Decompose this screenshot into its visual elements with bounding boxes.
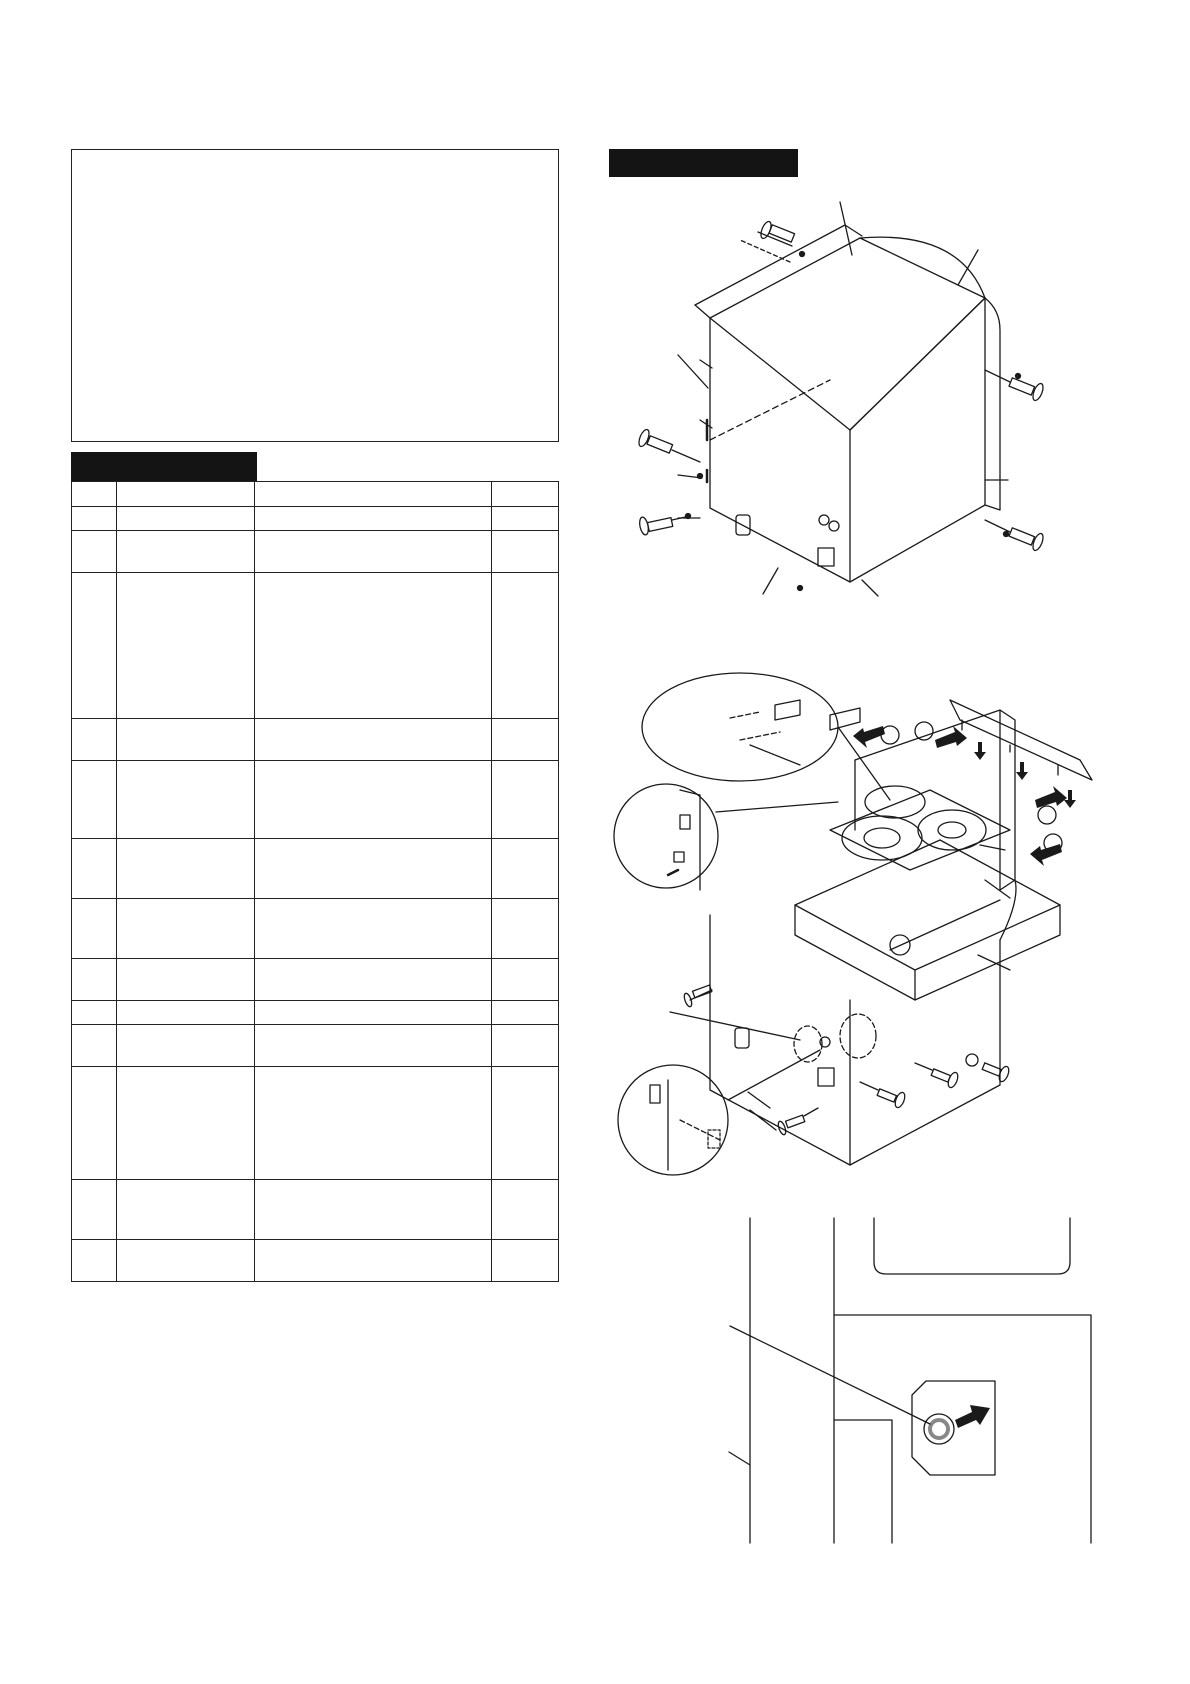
step-marker-icon [881,726,899,744]
step-marker-icon [915,722,933,740]
cd-mechanism-figure [614,673,1092,1175]
cabinet-disassembly-figure [637,202,1045,596]
screw-icon [683,985,712,1008]
screw-icon [966,1054,1011,1083]
screw-icon [777,1108,818,1136]
arrow-icon [955,1405,990,1428]
step-marker-icon [1038,806,1056,824]
bracket-detail-figure [729,1218,1091,1543]
screw-icon [985,370,1045,402]
screw-icon [758,220,795,246]
screw-icon [637,428,700,462]
screw-icon [860,1082,907,1109]
screw-icon [638,516,690,536]
screw-icon [985,520,1045,552]
screw-icon [915,1063,960,1089]
